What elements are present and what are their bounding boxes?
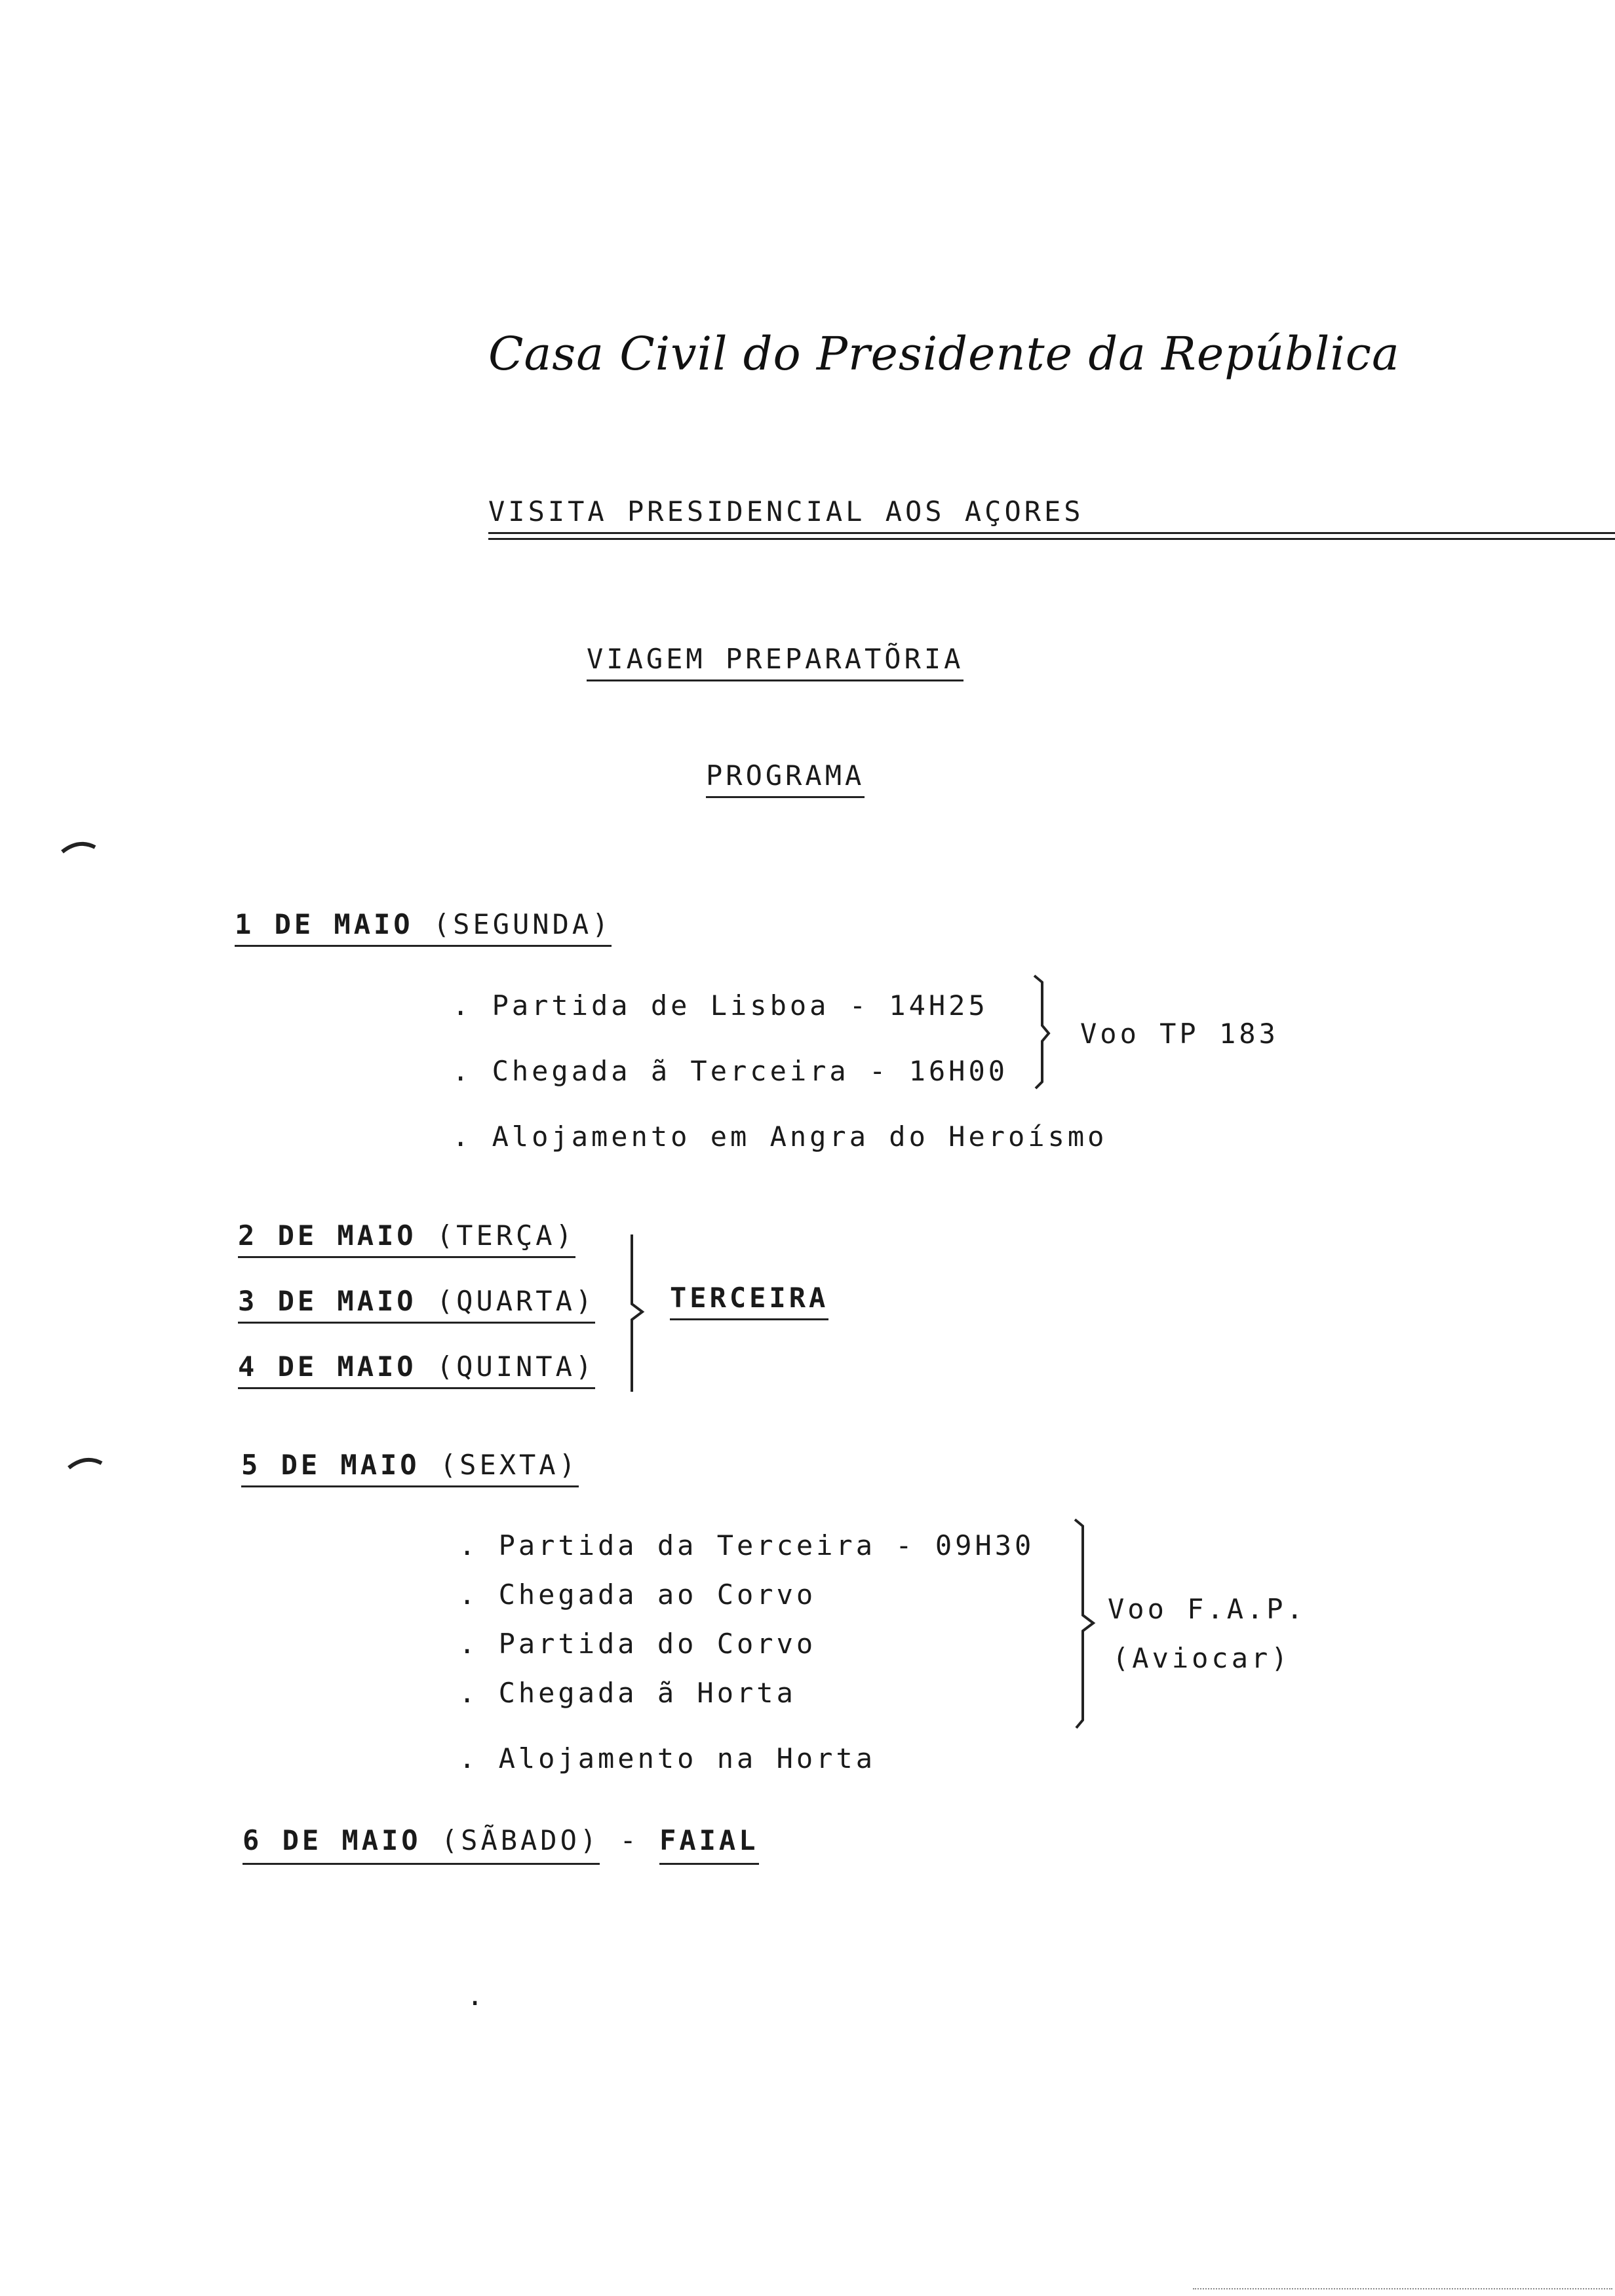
day1-item: . Alojamento em Angra do Heroísmo xyxy=(452,1120,1108,1153)
day6-island: FAIAL xyxy=(659,1824,758,1865)
day6-date: 6 DE MAIO xyxy=(243,1824,421,1856)
day1-heading xyxy=(235,908,612,947)
day3-weekday: (QUARTA) xyxy=(436,1285,596,1317)
scan-edge-line xyxy=(1193,2288,1612,2289)
days234-brace xyxy=(623,1232,662,1396)
day6-heading xyxy=(243,1824,759,1856)
day5-weekday: (SEXTA) xyxy=(439,1449,579,1481)
day5-item: . Chegada ã Horta xyxy=(459,1677,796,1709)
day3-date: 3 DE MAIO xyxy=(238,1285,417,1317)
day5-brace xyxy=(1068,1517,1108,1733)
day6-dash: - xyxy=(619,1824,640,1856)
day5-flight-line2: (Aviocar) xyxy=(1112,1642,1291,1674)
document-subtitle: VIAGEM PREPARATÕRIA xyxy=(587,645,963,681)
punch-hole-mark-top xyxy=(59,835,98,855)
day1-item: . Chegada ã Terceira - 16H00 xyxy=(452,1055,1009,1087)
letterhead: Casa Civil do Presidente da República xyxy=(488,327,1400,381)
days234-island: TERCEIRA xyxy=(670,1284,828,1320)
day1-weekday: (SEGUNDA) xyxy=(433,908,612,940)
day5-item: . Partida da Terceira - 09H30 xyxy=(459,1529,1035,1561)
day6-weekday: (SÃBADO) xyxy=(440,1824,600,1856)
document-title: VISITA PRESIDENCIAL AOS AÇORES xyxy=(488,498,1615,534)
day5-heading xyxy=(241,1451,579,1487)
day5-item: . Alojamento na Horta xyxy=(459,1742,876,1774)
day5-item: . Chegada ao Corvo xyxy=(459,1578,817,1611)
trailing-bullet: . xyxy=(467,1980,487,2012)
day1-item: . Partida de Lisboa - 14H25 xyxy=(452,989,988,1022)
day4-weekday: (QUINTA) xyxy=(436,1350,596,1383)
day1-brace xyxy=(1029,973,1068,1091)
day6-date-weekday xyxy=(243,1824,600,1865)
day3-heading xyxy=(238,1285,596,1324)
punch-hole-mark-bottom xyxy=(66,1451,105,1471)
day2-heading xyxy=(238,1219,575,1258)
day1-date: 1 DE MAIO xyxy=(235,908,414,940)
day5-flight-line1: Voo F.A.P. xyxy=(1108,1593,1306,1625)
day1-flight: Voo TP 183 xyxy=(1080,1018,1279,1050)
day4-date: 4 DE MAIO xyxy=(238,1350,417,1383)
day4-heading xyxy=(238,1350,596,1389)
day5-item: . Partida do Corvo xyxy=(459,1628,817,1660)
day2-date: 2 DE MAIO xyxy=(238,1219,417,1252)
day2-weekday: (TERÇA) xyxy=(436,1219,575,1252)
day5-date: 5 DE MAIO xyxy=(241,1449,420,1481)
program-heading: PROGRAMA xyxy=(706,762,865,798)
